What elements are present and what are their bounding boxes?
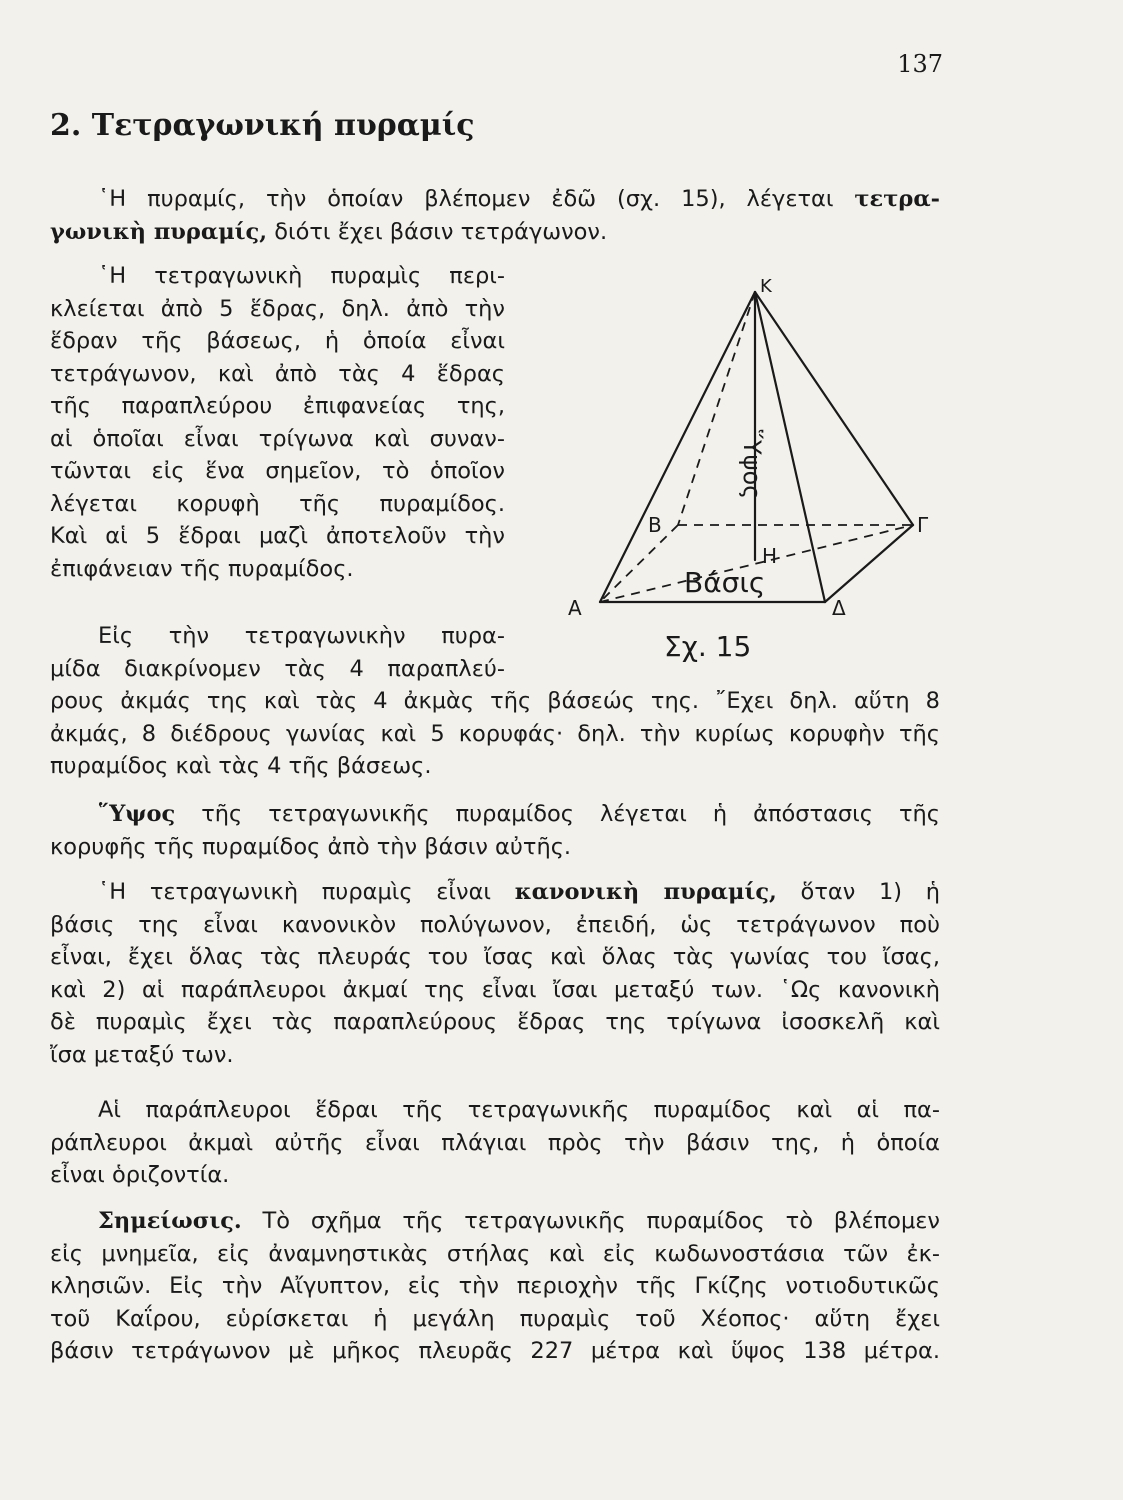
- p3-line: μίδα διακρίνομεν τὰς 4 παραπλεύ-: [50, 655, 505, 682]
- p5-line: εἶναι, ἔχει ὅλας τὰς πλευράς του ἴσας καὶ ὅλας τὰς γωνίας του ἴσας,: [50, 944, 940, 970]
- p5-line: ἴσα μεταξύ των.: [50, 1041, 234, 1068]
- height-label: ῞Υψος: [738, 428, 766, 500]
- paragraph-height: [50, 798, 940, 863]
- vertex-label-D: Δ: [832, 596, 846, 620]
- p2-line: τῶνται εἰς ἕνα σημεῖον, τὸ ὁποῖον: [50, 458, 505, 484]
- p2-line: τετράγωνον, καὶ ἀπὸ τὰς 4 ἕδρας: [50, 360, 505, 387]
- bold-term: κανονικὴ πυραμίς,: [514, 879, 777, 905]
- pyramid-figure: [560, 270, 940, 670]
- paragraph-oblique: [50, 1094, 940, 1192]
- p5-line: βάσις της εἶναι κανονικὸν πολύγωνον, ἐπειδή, ὡς τετράγωνον ποὺ: [50, 911, 940, 938]
- point-label-H: Η: [762, 544, 778, 568]
- p6-line: εἶναι ὁριζοντία.: [50, 1162, 230, 1188]
- paragraph-faces: [50, 260, 505, 585]
- vertex-label-B: Β: [648, 513, 662, 537]
- p2-line: ἐπιφάνειαν τῆς πυραμίδος.: [50, 555, 354, 582]
- p6-line: ράπλευροι ἀκμαὶ αὐτῆς εἶναι πλάγιαι πρὸς τὴν βάσιν της, ἡ ὁποία: [50, 1129, 940, 1156]
- p3-line: Εἰς τὴν τετραγωνικὴν πυρα-: [98, 623, 505, 649]
- p2-line: λέγεται κορυφὴ τῆς πυραμίδος.: [50, 490, 505, 517]
- p2-line: Καὶ αἱ 5 ἕδραι μαζὶ ἀποτελοῦν τὴν: [50, 523, 505, 549]
- p3-line: ρους ἀκμάς της καὶ τὰς 4 ἀκμὰς τῆς βάσεώς της. ῎Εχει δηλ. αὕτη 8: [50, 688, 940, 714]
- p2-line: κλείεται ἀπὸ 5 ἕδρας, δηλ. ἀπὸ τὴν: [50, 295, 505, 322]
- vertex-label-K: Κ: [760, 276, 772, 297]
- p3-line: ἀκμάς, 8 διέδρους γωνίας καὶ 5 κορυφάς· δηλ. τὴν κυρίως κορυφὴν τῆς: [50, 720, 940, 747]
- bold-term: γωνικὴ πυραμίς,: [50, 218, 268, 245]
- p2-line: ῾Η τετραγωνικὴ πυραμὶς περι-: [98, 263, 505, 289]
- p2-line: ἕδραν τῆς βάσεως, ἡ ὁποία εἶναι: [50, 328, 505, 354]
- p5-line: καὶ 2) αἱ παράπλευροι ἀκμαί της εἶναι ἴσαι μεταξύ των. ῾Ως κανονικὴ: [50, 976, 940, 1003]
- p4-line-2: κορυφῆς τῆς πυραμίδος ἀπὸ τὴν βάσιν αὐτῆς.: [50, 833, 572, 860]
- p7-line: τοῦ Καΐρου, εὑρίσκεται ἡ μεγάλη πυραμὶς τοῦ Χέοπος· αὕτη ἔχει: [50, 1305, 940, 1332]
- p5-line: δὲ πυραμὶς ἔχει τὰς παραπλεύρους ἕδρας της τρίγωνα ἰσοσκελῆ καὶ: [50, 1009, 940, 1035]
- p5-line-1: ῾Η τετραγωνικὴ πυραμὶς εἶναι κανονικὴ πυραμίς, ὅταν 1) ἡ: [98, 879, 940, 905]
- p3-line: πυραμίδος καὶ τὰς 4 τῆς βάσεως.: [50, 753, 432, 779]
- figure-caption: Σχ. 15: [664, 630, 752, 663]
- p2-line: τῆς παραπλεύρου ἐπιφανείας της,: [50, 393, 505, 419]
- bold-term: ῞Υψος: [98, 801, 176, 827]
- section-title: 2. Τετραγωνική πυραμίς: [50, 108, 475, 143]
- bold-term: τετρα-: [854, 186, 940, 212]
- vertex-label-A: Α: [568, 596, 582, 620]
- paragraph-definition: [50, 183, 940, 248]
- vertex-label-G: Γ: [917, 513, 929, 537]
- p7-line: βάσιν τετράγωνον μὲ μῆκος πλευρᾶς 227 μέτρα καὶ ὕψος 138 μέτρα.: [50, 1338, 940, 1364]
- paragraph-note: [50, 1205, 940, 1368]
- paragraph-regular: [50, 876, 940, 1071]
- edge-KA: [600, 292, 755, 602]
- p7-line: κλησιῶν. Εἰς τὴν Αἴγυπτον, εἰς τὴν περιοχὴν τῆς Γκίζης νοτιοδυτικῶς: [50, 1273, 940, 1299]
- edge-KG: [755, 292, 913, 525]
- p1-line-1: ῾Η πυραμίς, τὴν ὁποίαν βλέπομεν ἐδῶ (σχ. 15), λέγεται τετρα-: [98, 186, 940, 212]
- p2-line: αἱ ὁποῖαι εἶναι τρίγωνα καὶ συναν-: [50, 425, 505, 452]
- p7-line: εἰς μνημεῖα, εἰς ἀναμνηστικὰς στήλας καὶ εἰς κωδωνοστάσια τῶν ἐκ-: [50, 1240, 940, 1267]
- page-number: 137: [897, 50, 943, 78]
- edge-BA-hidden: [600, 525, 678, 602]
- note-label: Σημείωσις.: [98, 1208, 242, 1234]
- p4-line-1: ῞Υψος τῆς τετραγωνικῆς πυραμίδος λέγεται ἡ ἀπόστασις τῆς: [98, 801, 940, 827]
- p6-line: Αἱ παράπλευροι ἕδραι τῆς τετραγωνικῆς πυραμίδος καὶ αἱ πα-: [98, 1097, 940, 1123]
- p7-line-1: Σημείωσις. Τὸ σχῆμα τῆς τετραγωνικῆς πυραμίδος τὸ βλέπομεν: [98, 1208, 940, 1234]
- base-label: Βάσις: [684, 566, 766, 599]
- p1-line-2: γωνικὴ πυραμίς, διότι ἔχει βάσιν τετράγωνον.: [50, 218, 608, 245]
